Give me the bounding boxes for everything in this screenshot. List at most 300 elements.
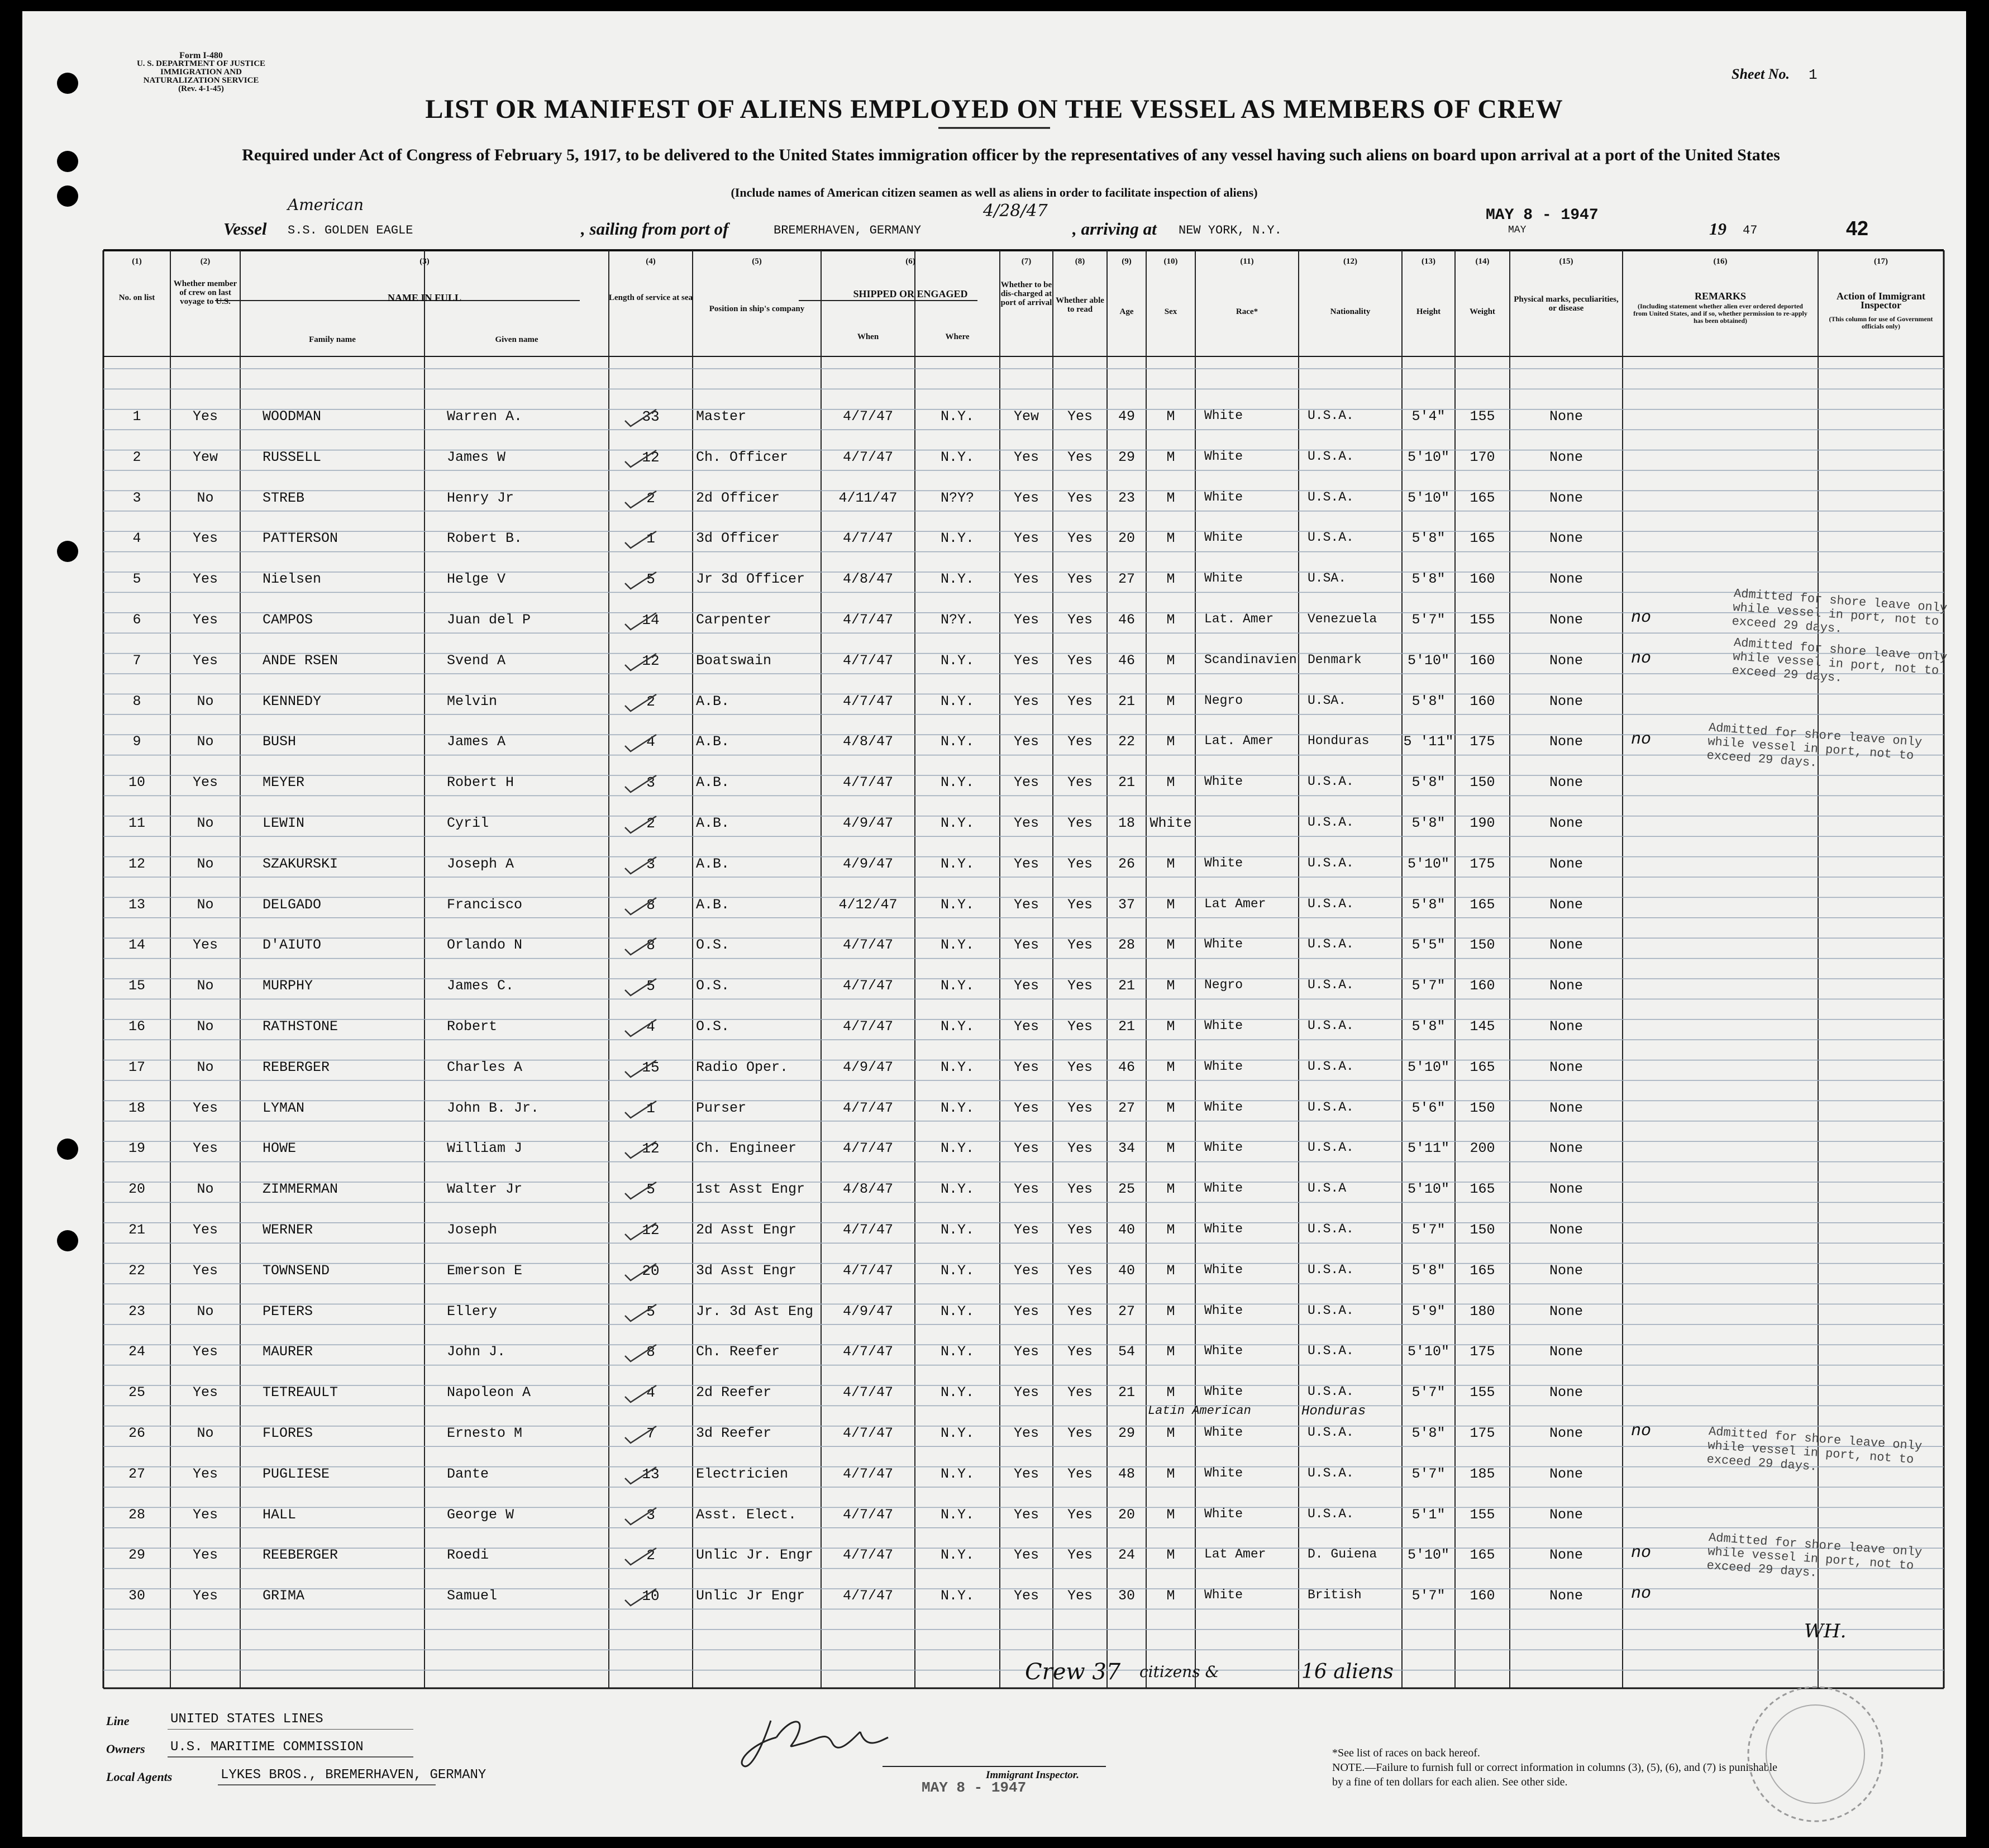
cell-given: James C. (447, 978, 514, 994)
cell-length: 3 (646, 855, 655, 873)
cell-race: White (1204, 1181, 1243, 1196)
table-row (22, 933, 1966, 956)
cell-position: Ch. Engineer (696, 1140, 797, 1157)
cell-race: White (1204, 1425, 1243, 1440)
cell-sex: M (1166, 1059, 1175, 1075)
cell-given: Emerson E (447, 1262, 523, 1279)
penalty-note: NOTE.—Failure to furnish full or correct information in columns (3), (5), (6), and (7) is punishable by a fine of ten dollars for each alien. See other side. (1332, 1761, 1778, 1788)
cell-height: 5'7" (1411, 612, 1446, 628)
header-action-note: (This column for use of Government officials only) (1829, 315, 1933, 330)
cell-read: Yes (1067, 489, 1093, 506)
cell-no: 11 (128, 815, 145, 831)
cell-race: White (1204, 530, 1243, 545)
cell-age: 26 (1118, 855, 1135, 872)
cell-family: ZIMMERMAN (263, 1181, 338, 1198)
header-family: Family name (309, 335, 356, 344)
cell-no: 23 (128, 1303, 145, 1320)
cell-where: N.Y. (940, 1344, 974, 1360)
cell-no: 10 (128, 774, 145, 791)
cell-length: 1 (646, 1099, 655, 1117)
cell-weight: 165 (1470, 489, 1495, 506)
cell-read: Yes (1067, 1425, 1093, 1441)
table-row (22, 1381, 1966, 1403)
cell-weight: 175 (1470, 855, 1495, 872)
cell-physical: None (1549, 855, 1583, 872)
form-rev: (Rev. 4-1-45) (178, 84, 224, 93)
cell-weight: 160 (1470, 1588, 1495, 1604)
cell-when: 4/7/47 (842, 774, 893, 791)
table-row (22, 1178, 1966, 1200)
cell-where: N.Y. (940, 693, 974, 709)
cell-member: No (197, 815, 214, 831)
cell-family: MAURER (263, 1344, 313, 1360)
table-row (22, 608, 1966, 631)
remark-mark: no (1631, 1584, 1652, 1604)
cell-position: A.B. (696, 774, 730, 791)
cell-nationality: D. Guiena (1308, 1547, 1377, 1562)
cell-height: 5'7" (1411, 978, 1446, 994)
cell-no: 7 (132, 652, 141, 669)
cell-sex: M (1166, 652, 1175, 669)
cell-age: 34 (1118, 1140, 1135, 1157)
cell-when: 4/7/47 (842, 937, 893, 954)
cell-given: Svend A (447, 652, 506, 669)
cell-nationality: U.S.A. (1308, 1222, 1354, 1236)
shore-leave-stamp: Admitted for shore leave only while vessel in port, not to exceed 29 days. (1731, 636, 1948, 685)
manifest-sheet (22, 11, 1966, 1837)
cell-read: Yes (1067, 530, 1093, 547)
cell-weight: 175 (1470, 1344, 1495, 1360)
cell-no: 20 (128, 1181, 145, 1198)
cell-physical: None (1549, 774, 1583, 791)
cell-position: O.S. (696, 1018, 730, 1035)
cell-family: PUGLIESE (263, 1465, 330, 1482)
cell-read: Yes (1067, 1465, 1093, 1482)
cell-member: No (197, 734, 214, 750)
cell-height: 5'7" (1411, 1465, 1446, 1482)
cell-read: Yes (1067, 1181, 1093, 1198)
vessel-annotation: American (288, 196, 364, 214)
owners-value: U.S. MARITIME COMMISSION (170, 1740, 364, 1755)
cell-when: 4/7/47 (842, 1140, 893, 1157)
cell-family: HOWE (263, 1140, 297, 1157)
owners-label: Owners (106, 1742, 145, 1756)
agents-value: LYKES BROS., BREMERHAVEN, GERMANY (221, 1768, 486, 1783)
table-row (22, 974, 1966, 997)
cell-member: Yes (192, 1222, 218, 1238)
cell-position: 2d Asst Engr (696, 1222, 797, 1238)
table-row (22, 1544, 1966, 1566)
header-member: Whether member of crew on last voyage to U.S. (173, 279, 237, 306)
cell-when: 4/11/47 (838, 489, 898, 506)
cell-where: N.Y. (940, 449, 974, 465)
remark-mark: no (1631, 730, 1652, 750)
cell-discharged: Yes (1013, 1303, 1039, 1320)
cell-race: White (1204, 408, 1243, 423)
cell-given: Ernesto M (447, 1425, 523, 1441)
cell-read: Yes (1067, 652, 1093, 669)
arrival-stamp-date: MAY 8 - 1947 (1486, 207, 1599, 224)
cell-given: Napoleon A (447, 1384, 531, 1401)
cell-read: Yes (1067, 1099, 1093, 1116)
cell-age: 29 (1118, 449, 1135, 465)
cell-read: Yes (1067, 937, 1093, 954)
remark-mark: no (1631, 649, 1652, 668)
cell-age: 23 (1118, 489, 1135, 506)
header-where: Where (945, 332, 970, 341)
cell-race: Lat. Amer (1204, 734, 1274, 749)
cell-family: HALL (263, 1506, 297, 1523)
cell-discharged: Yes (1013, 1547, 1039, 1564)
cell-family: MEYER (263, 774, 305, 791)
cell-height: 5'8" (1411, 815, 1446, 831)
cell-member: Yes (192, 652, 218, 669)
table-row (22, 1463, 1966, 1485)
cell-sex: M (1166, 1465, 1175, 1482)
cell-age: 24 (1118, 1547, 1135, 1564)
cell-position: Carpenter (696, 612, 772, 628)
cell-age: 27 (1118, 571, 1135, 588)
remark-mark: no (1631, 1422, 1652, 1441)
cell-race: White (1204, 489, 1243, 504)
cell-where: N.Y. (940, 1384, 974, 1401)
cell-age: 20 (1118, 530, 1135, 547)
table-row (22, 852, 1966, 875)
header-name: NAME IN FULL (387, 292, 461, 303)
header-given: Given name (495, 335, 538, 344)
cell-member: Yes (192, 571, 218, 588)
cell-when: 4/7/47 (842, 1099, 893, 1116)
check-mark-icon (623, 489, 662, 511)
cell-family: RUSSELL (263, 449, 322, 465)
cell-position: A.B. (696, 734, 730, 750)
cell-position: A.B. (696, 693, 730, 709)
cell-sex: M (1166, 408, 1175, 425)
header-read: Whether able to read (1056, 296, 1104, 314)
column-number: (1) (132, 257, 142, 266)
cell-weight: 155 (1470, 408, 1495, 425)
cell-weight: 150 (1470, 937, 1495, 954)
cell-length: 12 (642, 652, 660, 669)
cell-sex: M (1166, 1303, 1175, 1320)
cell-length: 2 (646, 693, 655, 710)
cell-race: White (1204, 1059, 1243, 1074)
cell-height: 5'8" (1411, 1425, 1446, 1441)
header-position: Position in ship's company (709, 304, 805, 313)
cell-sex: M (1166, 896, 1175, 913)
cell-read: Yes (1067, 1262, 1093, 1279)
remark-mark: no (1631, 1544, 1652, 1563)
cell-given: Henry Jr (447, 489, 514, 506)
cell-age: 21 (1118, 1384, 1135, 1401)
inspector-stamp-date: MAY 8 - 1947 (922, 1779, 1027, 1796)
cell-read: Yes (1067, 896, 1093, 913)
cell-nationality: U.S.A. (1308, 1425, 1354, 1440)
cell-physical: None (1549, 693, 1583, 709)
year-prefix: 19 (1709, 219, 1726, 239)
cell-nationality: Venezuela (1308, 612, 1377, 626)
cell-length: 4 (646, 1384, 655, 1402)
cell-length: 3 (646, 1506, 655, 1523)
cell-when: 4/7/47 (842, 1344, 893, 1360)
cell-discharged: Yes (1013, 1506, 1039, 1523)
shore-leave-stamp: Admitted for shore leave only while vessel in port, not to exceed 29 days. (1706, 721, 1923, 770)
check-mark-icon (623, 570, 662, 592)
column-number: (15) (1559, 257, 1573, 266)
cell-position: A.B. (696, 855, 730, 872)
table-row (22, 771, 1966, 793)
cell-when: 4/7/47 (842, 652, 893, 669)
cell-age: 22 (1118, 734, 1135, 750)
cell-read: Yes (1067, 1303, 1093, 1320)
cell-weight: 170 (1470, 449, 1495, 465)
cell-height: 5'10" (1407, 1059, 1449, 1075)
page-title: LIST OR MANIFEST OF ALIENS EMPLOYED ON THE VESSEL AS MEMBERS OF CREW (425, 94, 1563, 124)
cell-when: 4/7/47 (842, 1384, 893, 1401)
arriving-label: , arriving at (1072, 219, 1157, 239)
cell-height: 5'10" (1407, 855, 1449, 872)
cell-read: Yes (1067, 815, 1093, 831)
cell-length: 5 (646, 978, 655, 995)
cell-weight: 165 (1470, 1262, 1495, 1279)
cell-where: N.Y. (940, 978, 974, 994)
cell-family: PATTERSON (263, 530, 338, 547)
cell-no: 5 (132, 571, 141, 588)
cell-when: 4/7/47 (842, 1588, 893, 1604)
cell-when: 4/9/47 (842, 855, 893, 872)
cell-physical: None (1549, 1506, 1583, 1523)
cell-age: 37 (1118, 896, 1135, 913)
check-mark-icon (623, 1342, 662, 1365)
cell-family: DELGADO (263, 896, 322, 913)
remark-mark: no (1631, 608, 1652, 627)
cell-when: 4/7/47 (842, 612, 893, 628)
cell-position: Purser (696, 1099, 747, 1116)
cell-read: Yes (1067, 855, 1093, 872)
cell-family: D'AIUTO (263, 937, 322, 954)
form-number: Form I-480 (179, 51, 223, 60)
cell-given: Walter Jr (447, 1181, 523, 1198)
cell-position: Unlic Jr. Engr (696, 1547, 814, 1564)
cell-member: Yes (192, 774, 218, 791)
cell-member: No (197, 978, 214, 994)
cell-physical: None (1549, 896, 1583, 913)
check-mark-icon (623, 896, 662, 918)
cell-family: TOWNSEND (263, 1262, 330, 1279)
vessel-label: Vessel (223, 219, 267, 239)
cell-race: White (1204, 1303, 1243, 1318)
cell-physical: None (1549, 408, 1583, 425)
cell-read: Yes (1067, 734, 1093, 750)
cell-where: N.Y. (940, 815, 974, 831)
cell-given: Charles A (447, 1059, 523, 1075)
citizens-total: citizens & (1139, 1663, 1219, 1681)
cell-discharged: Yes (1013, 815, 1039, 831)
cell-discharged: Yes (1013, 1222, 1039, 1238)
column-number: (14) (1475, 257, 1490, 266)
cell-given: Ellery (447, 1303, 498, 1320)
cell-sex: M (1166, 734, 1175, 750)
cell-weight: 160 (1470, 571, 1495, 588)
header-no: No. on list (118, 293, 155, 302)
check-mark-icon (623, 1139, 662, 1161)
sailing-port: BREMERHAVEN, GERMANY (774, 223, 922, 237)
table-row (22, 1015, 1966, 1037)
table-row (22, 1259, 1966, 1282)
cell-race: White (1204, 1262, 1243, 1277)
cell-weight: 175 (1470, 734, 1495, 750)
cell-discharged: Yes (1013, 1018, 1039, 1035)
cell-physical: None (1549, 815, 1583, 831)
cell-family: CAMPOS (263, 612, 313, 628)
cell-no: 18 (128, 1099, 145, 1116)
cell-age: 20 (1118, 1506, 1135, 1523)
cell-height: 5'10" (1407, 449, 1449, 465)
cell-family: LYMAN (263, 1099, 305, 1116)
check-mark-icon (623, 773, 662, 796)
aliens-total: 16 aliens (1301, 1660, 1394, 1683)
cell-age: 21 (1118, 774, 1135, 791)
cell-weight: 155 (1470, 1506, 1495, 1523)
cell-sex: M (1166, 1140, 1175, 1157)
cell-member: Yes (192, 1140, 218, 1157)
cell-age: 25 (1118, 1181, 1135, 1198)
cell-where: N.Y. (940, 774, 974, 791)
cell-position: Unlic Jr Engr (696, 1588, 805, 1604)
cell-race: White (1204, 1344, 1243, 1359)
table-row (22, 527, 1966, 549)
cell-given: Helge V (447, 571, 506, 588)
cell-height: 5'8" (1411, 896, 1446, 913)
check-mark-icon (623, 732, 662, 755)
agents-label: Local Agents (106, 1770, 173, 1784)
check-mark-icon (623, 1546, 662, 1568)
cell-member: Yes (192, 1344, 218, 1360)
cell-when: 4/9/47 (842, 1303, 893, 1320)
cell-physical: None (1549, 1099, 1583, 1116)
cell-member: Yes (192, 1262, 218, 1279)
header-weight: Weight (1470, 307, 1495, 316)
check-mark-icon (623, 977, 662, 999)
cell-no: 22 (128, 1262, 145, 1279)
manifest-number: 42 (1846, 217, 1869, 240)
shore-leave-stamp: Admitted for shore leave only while vessel in port, not to exceed 29 days. (1706, 1425, 1923, 1474)
cell-height: 5'7" (1411, 1222, 1446, 1238)
cell-height: 5'7" (1411, 1384, 1446, 1401)
cell-age: 40 (1118, 1222, 1135, 1238)
check-mark-icon (623, 1058, 662, 1080)
cell-given: Juan del P (447, 612, 531, 628)
cell-age: 27 (1118, 1303, 1135, 1320)
cell-discharged: Yes (1013, 612, 1039, 628)
cell-where: N.Y. (940, 1262, 974, 1279)
cell-family: STREB (263, 489, 305, 506)
header-age: Age (1119, 307, 1134, 316)
cell-physical: None (1549, 1425, 1583, 1441)
cell-where: N.Y. (940, 1018, 974, 1035)
column-number: (13) (1422, 257, 1435, 266)
cell-member: Yes (192, 1547, 218, 1564)
cell-where: N.Y. (940, 1506, 974, 1523)
cell-no: 26 (128, 1425, 145, 1441)
cell-physical: None (1549, 1262, 1583, 1279)
cell-height: 5'5" (1411, 937, 1446, 954)
cell-length: 12 (642, 1140, 660, 1158)
cell-discharged: Yes (1013, 978, 1039, 994)
cell-given: James W (447, 449, 506, 465)
cell-race: White (1204, 774, 1243, 789)
cell-discharged: Yes (1013, 1099, 1039, 1116)
cell-age: 21 (1118, 693, 1135, 709)
cell-given: Robert (447, 1018, 498, 1035)
cell-no: 29 (128, 1547, 145, 1564)
cell-height: 5'8" (1411, 774, 1446, 791)
cell-where: N.Y. (940, 1222, 974, 1238)
cell-race: White (1204, 1099, 1243, 1114)
shore-leave-stamp: Admitted for shore leave only while vessel in port, not to exceed 29 days. (1731, 587, 1948, 636)
cell-no: 2 (132, 449, 141, 465)
cell-where: N.Y. (940, 734, 974, 750)
cell-height: 5'9" (1411, 1303, 1446, 1320)
cell-race: Scandinavien (1204, 652, 1297, 667)
header-race: Race* (1236, 307, 1258, 316)
cell-read: Yes (1067, 1588, 1093, 1604)
cell-no: 27 (128, 1465, 145, 1482)
cell-race: Lat. Amer (1204, 612, 1274, 626)
cell-age: 46 (1118, 652, 1135, 669)
footer-underlines (168, 1729, 447, 1790)
cell-position: Boatswain (696, 652, 772, 669)
race-annotation: Latin American (1148, 1404, 1251, 1418)
cell-nationality: U.S.A. (1308, 896, 1354, 911)
header-physical: Physical marks, peculiarities, or disease (1514, 295, 1619, 313)
cell-weight: 165 (1470, 896, 1495, 913)
cell-height: 5'10" (1407, 489, 1449, 506)
cell-age: 18 (1118, 815, 1135, 831)
cell-given: Robert H (447, 774, 514, 791)
cell-age: 46 (1118, 1059, 1135, 1075)
header-when: When (857, 332, 879, 341)
cell-no: 30 (128, 1588, 145, 1604)
header-remarks-note: (Including statement whether alien ever ordered deported from United States, and if so, whether permission to re-apply has been obtained) (1633, 302, 1807, 325)
cell-discharged: Yes (1013, 489, 1039, 506)
check-mark-icon (623, 1302, 662, 1325)
cell-when: 4/7/47 (842, 449, 893, 465)
check-mark-icon (623, 1506, 662, 1528)
cell-nationality: U.S.A. (1308, 1506, 1354, 1521)
cell-age: 21 (1118, 978, 1135, 994)
cell-physical: None (1549, 1588, 1583, 1604)
cell-length: 5 (646, 1303, 655, 1320)
cell-discharged: Yes (1013, 693, 1039, 709)
cell-where: N.Y. (940, 530, 974, 547)
cell-position: Electricien (696, 1465, 789, 1482)
column-number: (7) (1021, 257, 1032, 266)
cell-position: 2d Reefer (696, 1384, 772, 1401)
inspector-initials: WH. (1804, 1620, 1847, 1642)
check-mark-icon (623, 448, 662, 470)
cell-read: Yes (1067, 571, 1093, 588)
cell-sex: M (1166, 571, 1175, 588)
cell-discharged: Yes (1013, 774, 1039, 791)
cell-weight: 150 (1470, 1222, 1495, 1238)
cell-length: 5 (646, 1181, 655, 1198)
cell-given: Warren A. (447, 408, 523, 425)
cell-weight: 160 (1470, 693, 1495, 709)
cell-nationality: U.S.A. (1308, 937, 1354, 952)
nationality-annotation: Honduras (1301, 1404, 1366, 1419)
cell-member: Yes (192, 1506, 218, 1523)
